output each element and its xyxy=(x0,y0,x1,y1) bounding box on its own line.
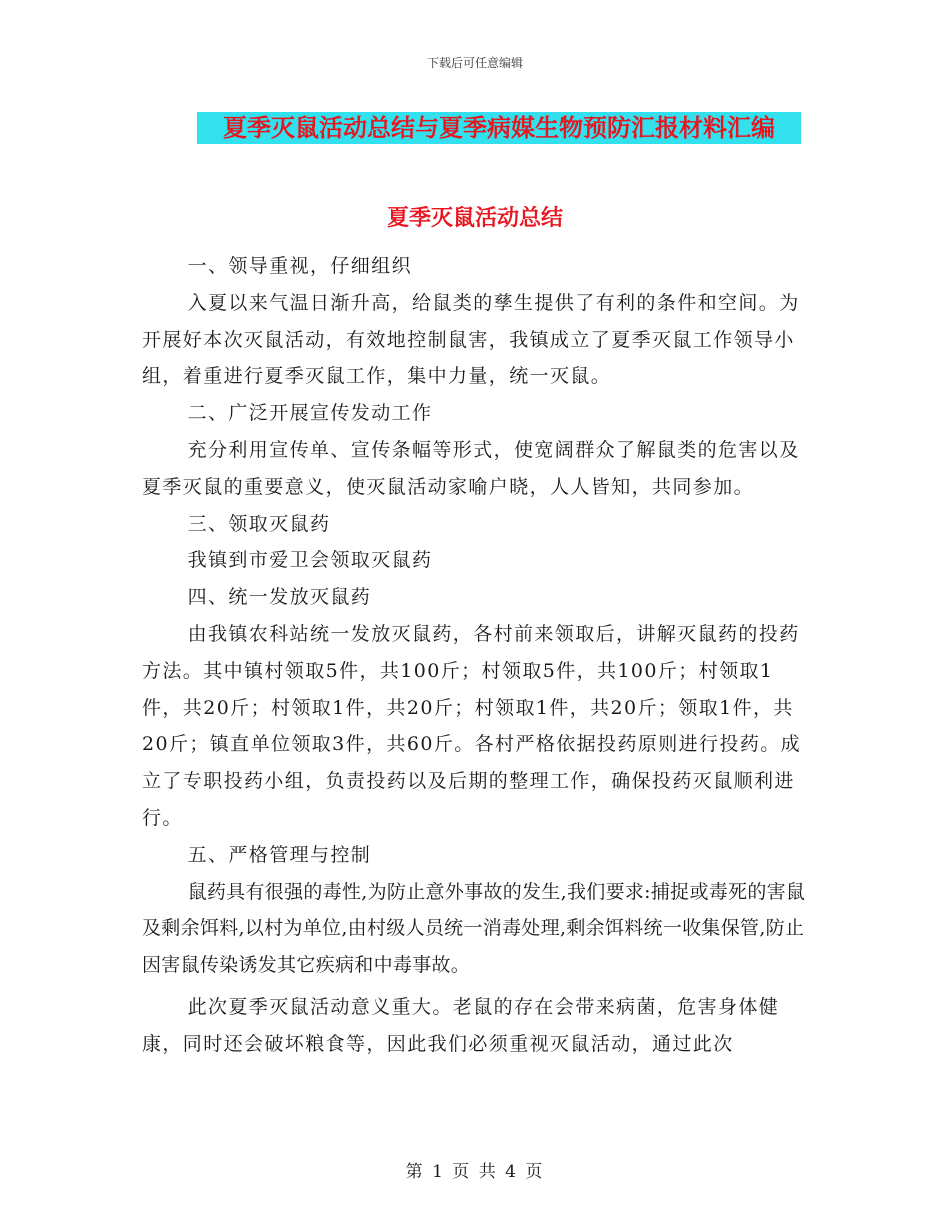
paragraph-heading-1: 一、领导重视，仔细组织 xyxy=(187,255,412,277)
page-footer: 第 1 页 共 4 页 xyxy=(405,1162,545,1182)
paragraph-3: 我镇到市爱卫会领取灭鼠药 xyxy=(187,549,433,572)
header-note: 下载后可任意编辑 xyxy=(426,56,523,70)
section-title: 夏季灭鼠活动总结 xyxy=(386,205,563,231)
paragraph-5: 鼠药具有很强的毒性,为防止意外事故的发生,我们要求:捕捉或毒死的害鼠及剩余饵料,以村为单位,由村级人员统一消毒处理,剩余饵料统一收集保管,防止因害鼠传染诱发其它疾病和中毒事故。 xyxy=(142,880,806,977)
paragraph-2: 充分利用宣传单、宣传条幅等形式，使宽阔群众了解鼠类的危害以及夏季灭鼠的重要意义，使灭鼠活动家喻户晓，人人皆知，共同参加。 xyxy=(142,438,800,498)
paragraph-4: 由我镇农科站统一发放灭鼠药，各村前来领取后，讲解灭鼠药的投药方法。其中镇村领取5件，共100斤；村领取5件，共100斤；村领取1件，共20斤；村领取1件，共20斤；村领取1件，共20斤；领取1件，共20斤；镇直单位领取3件，共60斤。各村严格依据投药原则进行投药。成立了专职投药小组，负责投药以及后期的整理工作，确保投药灭鼠顺利进行。 xyxy=(142,622,802,829)
paragraph-heading-5: 五、严格管理与控制 xyxy=(187,843,372,866)
paragraph-heading-3: 三、领取灭鼠药 xyxy=(187,512,331,535)
paragraph-1: 入夏以来气温日渐升高，给鼠类的孳生提供了有利的条件和空间。为开展好本次灭鼠活动，有效地控制鼠害，我镇成立了夏季灭鼠工作领导小组，着重进行夏季灭鼠工作，集中力量，统一灭鼠。 xyxy=(142,291,800,388)
document-title: 夏季灭鼠活动总结与夏季病媒生物预防汇报材料汇编 xyxy=(197,112,801,144)
paragraph-heading-2: 二、广泛开展宣传发动工作 xyxy=(187,402,433,425)
paragraph-heading-4: 四、统一发放灭鼠药 xyxy=(187,586,372,609)
document-body xyxy=(142,248,810,1063)
paragraph-6: 此次夏季灭鼠活动意义重大。老鼠的存在会带来病菌，危害身体健康，同时还会破坏粮食等，因此我们必须重视灭鼠活动，通过此次 xyxy=(142,995,780,1055)
